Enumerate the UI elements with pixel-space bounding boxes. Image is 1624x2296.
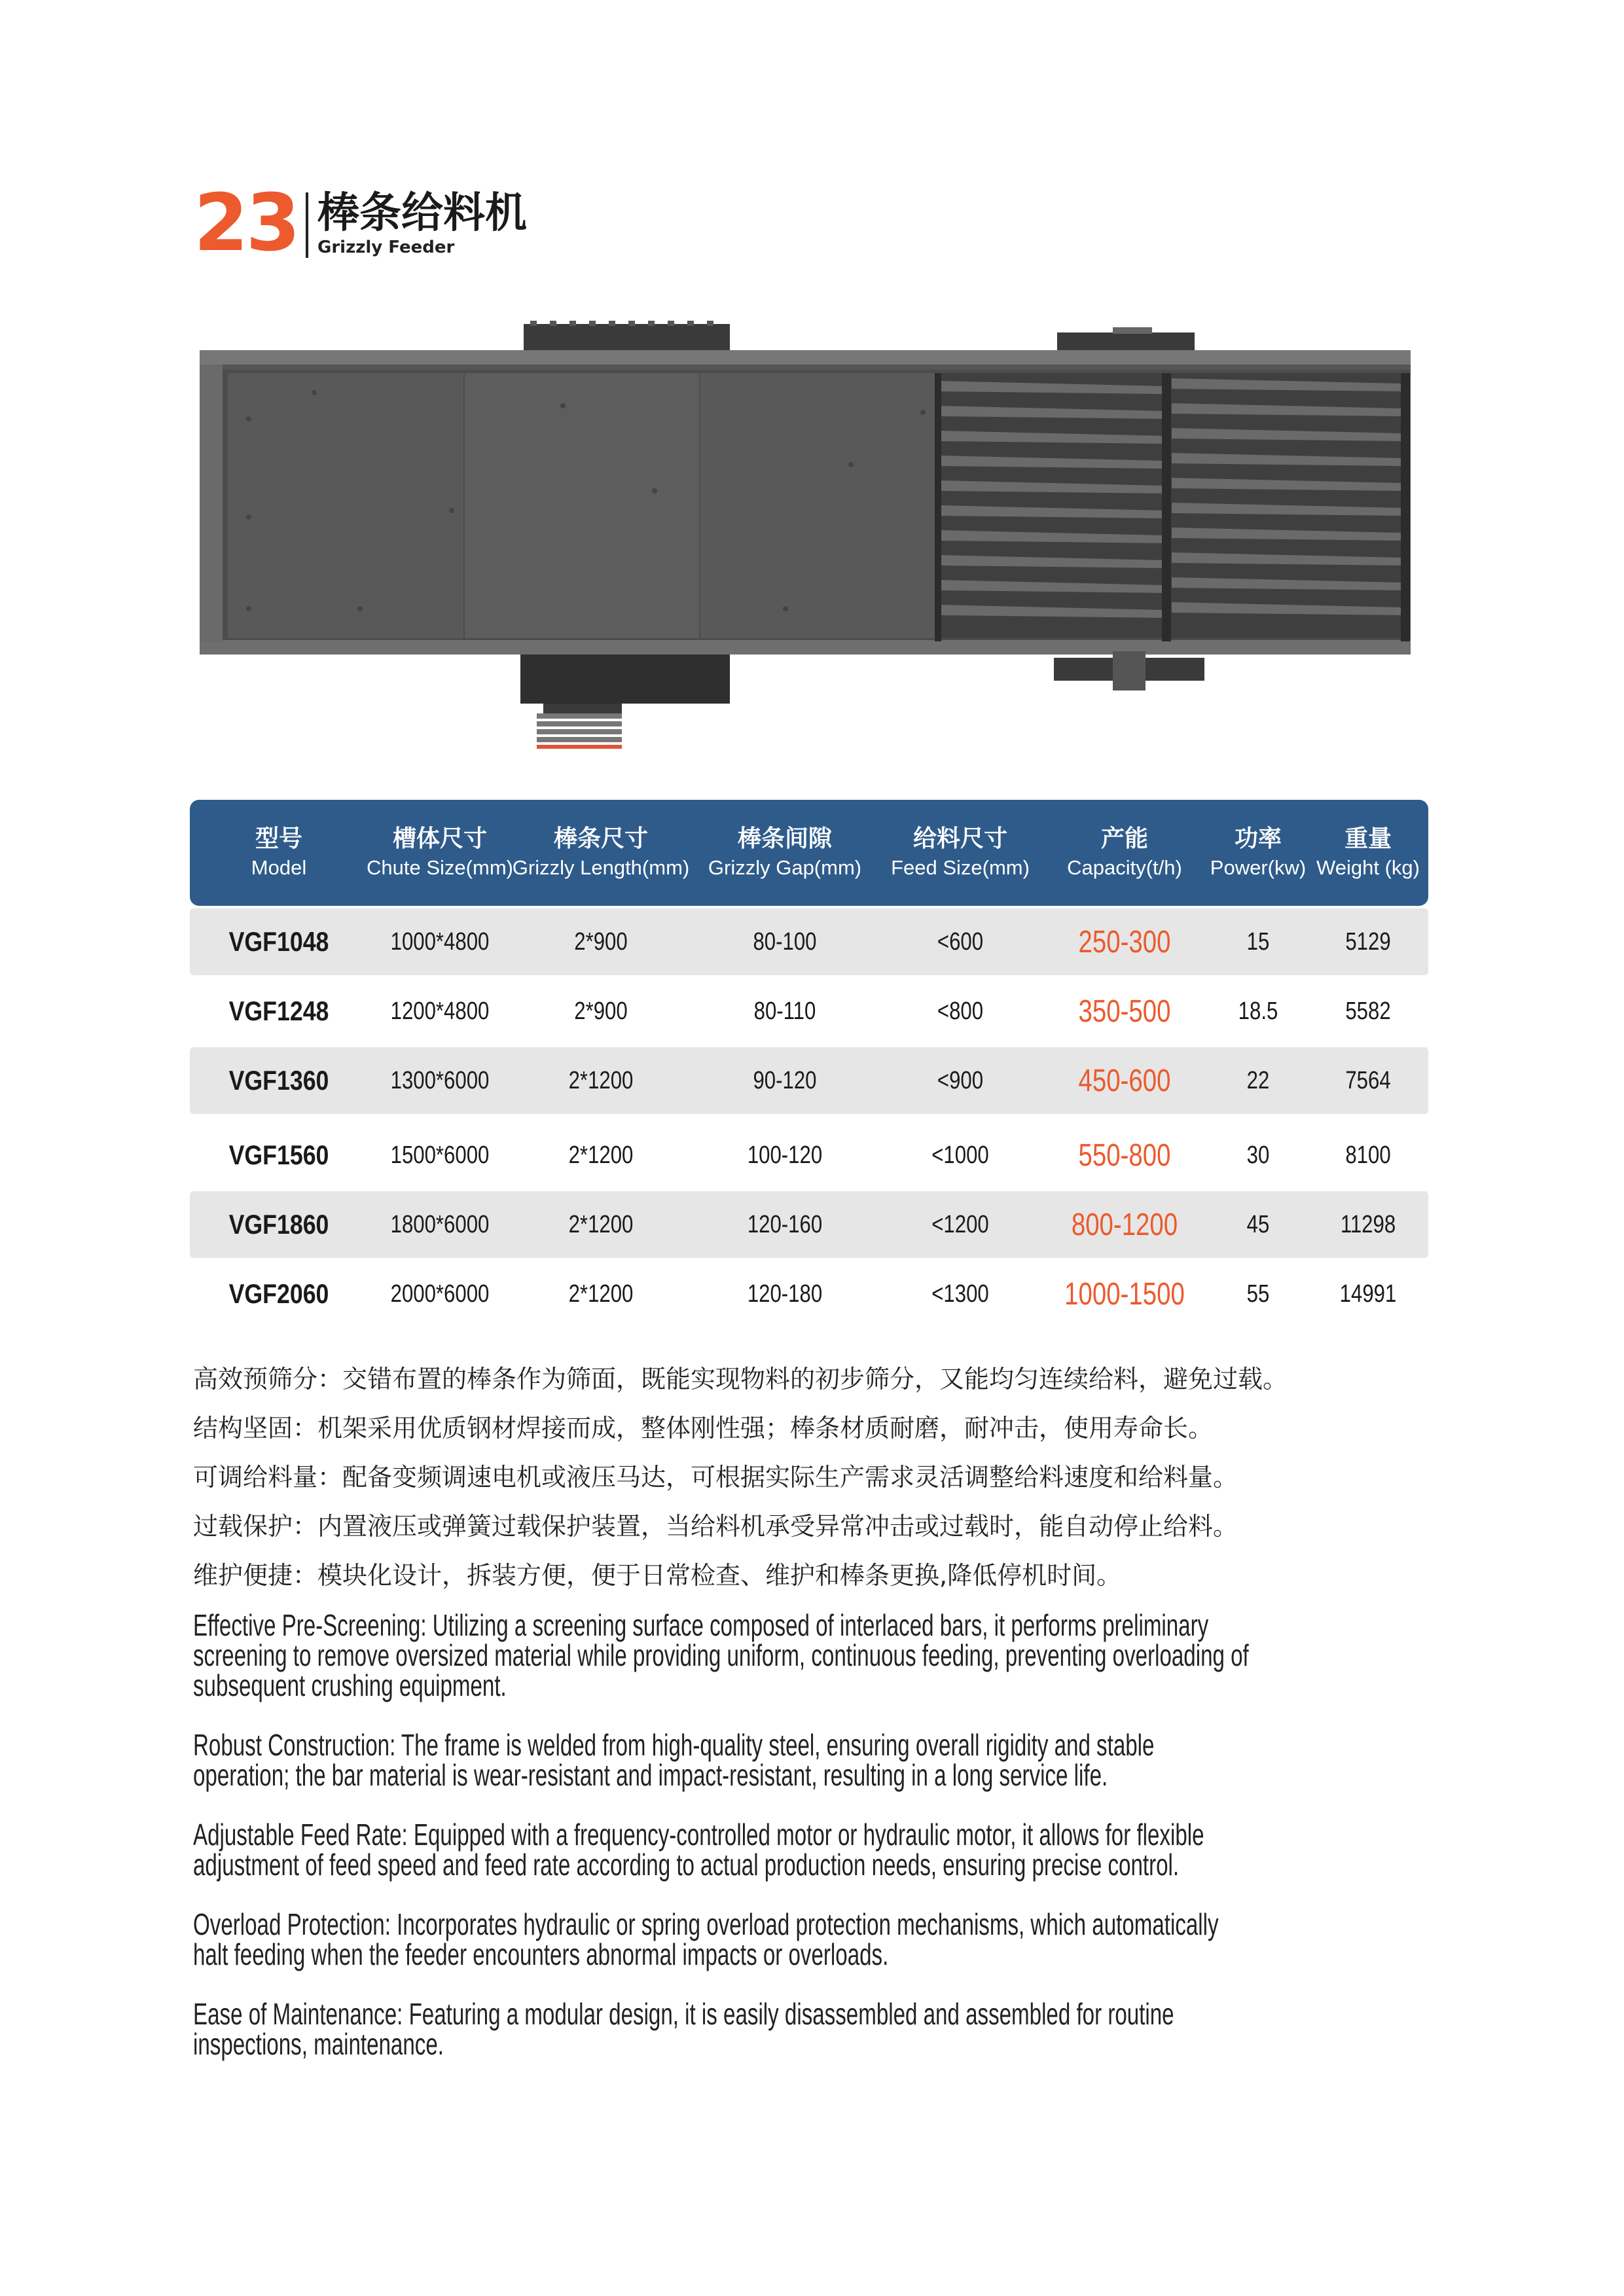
cell-feed: <900 (937, 1066, 984, 1094)
cell-capacity: 550-800 (1078, 1138, 1171, 1173)
header-divider (306, 192, 308, 258)
feature-en-line: subsequent crushing equipment. (193, 1668, 507, 1702)
feature-en-construction (193, 1730, 1437, 1790)
bottom-drive-block (520, 655, 730, 704)
cell-grizzly-length: 2*900 (574, 997, 628, 1025)
cell-model: VGF1048 (228, 926, 329, 957)
header-text (317, 190, 527, 258)
cell-chute: 1500*6000 (390, 1141, 490, 1169)
feature-cn-item: 高效预筛分：交错布置的棒条作为筛面，既能实现物料的初步筛分，又能均匀连续给料，避免过载。 (193, 1365, 1288, 1393)
cell-grizzly-length: 2*1200 (568, 1210, 634, 1238)
feature-en-line: adjustment of feed speed and feed rate according to actual production needs, ensuring precise control. (193, 1848, 1180, 1882)
cell-feed: <1000 (931, 1141, 989, 1169)
cell-weight: 5582 (1345, 997, 1391, 1025)
drive-coupling (537, 713, 622, 742)
feature-en-line: Effective Pre-Screening: Utilizing a screening surface composed of interlaced bars, it performs preliminary (193, 1608, 1209, 1642)
cell-weight: 8100 (1345, 1141, 1391, 1169)
feature-en-line: halt feeding when the feeder encounters abnormal impacts or overloads. (193, 1937, 889, 1971)
top-motor-block (524, 324, 730, 350)
cell-chute: 1800*6000 (390, 1210, 490, 1238)
cell-feed: <600 (937, 927, 984, 956)
cell-weight: 14991 (1339, 1280, 1397, 1308)
feature-en-line: inspections, maintenance. (193, 2027, 444, 2061)
cell-model: VGF2060 (228, 1278, 329, 1309)
feature-en-line: screening to remove oversized material while providing uniform, continuous feeding, preventing overloading of (193, 1638, 1249, 1672)
table-row (190, 908, 1428, 975)
table-row (190, 1261, 1428, 1327)
feature-en-feed-rate (193, 1820, 1437, 1880)
cell-power: 45 (1246, 1210, 1270, 1238)
grizzly-feeder-illustration (196, 321, 1414, 759)
cell-capacity: 250-300 (1078, 924, 1171, 960)
chute-panel-1 (228, 373, 463, 638)
cell-gap: 80-110 (753, 997, 816, 1025)
cell-weight: 11298 (1340, 1210, 1396, 1238)
table-header (190, 800, 1428, 906)
cell-power: 18.5 (1238, 997, 1278, 1025)
header-grizzly-length: 棒条尺寸 Grizzly Length(mm) (512, 825, 690, 879)
cell-gap: 120-180 (747, 1280, 823, 1308)
cell-chute: 1000*4800 (390, 927, 490, 956)
table-row (190, 978, 1428, 1045)
feature-en-line: Robust Construction: The frame is welded from high-quality steel, ensuring overall rigidity and stable (193, 1728, 1155, 1762)
product-title-en: Grizzly Feeder (317, 238, 455, 257)
cell-chute: 2000*6000 (390, 1280, 490, 1308)
cell-power: 55 (1246, 1280, 1270, 1308)
cell-power: 15 (1246, 927, 1270, 956)
chute-panel-2 (465, 373, 699, 638)
feature-en-line: operation; the bar material is wear-resistant and impact-resistant, resulting in a long service life. (193, 1758, 1108, 1792)
cell-gap: 100-120 (747, 1141, 823, 1169)
cell-capacity: 350-500 (1078, 994, 1171, 1029)
spec-table (190, 800, 1428, 1327)
cell-weight: 7564 (1345, 1066, 1391, 1094)
header-power: 功率 Power(kw) (1210, 825, 1307, 879)
feature-en-line: Overload Protection: Incorporates hydraulic or spring overload protection mechanisms, which automatically (193, 1907, 1219, 1941)
header-capacity: 产能 Capacity(t/h) (1067, 825, 1182, 879)
header-grizzly-gap: 棒条间隙 Grizzly Gap(mm) (708, 825, 862, 879)
feature-en-overload (193, 1909, 1437, 1969)
header-chute-size: 槽体尺寸 Chute Size(mm) (367, 825, 513, 879)
feature-en-pre-screening (193, 1610, 1437, 1700)
cell-grizzly-length: 2*900 (574, 927, 628, 956)
header-model: 型号 Model (251, 825, 307, 879)
cell-chute: 1200*4800 (390, 997, 490, 1025)
header-weight: 重量 Weight (kg) (1316, 825, 1420, 879)
cell-feed: <800 (937, 997, 984, 1025)
cell-model: VGF1860 (228, 1209, 329, 1240)
cell-gap: 80-100 (753, 927, 817, 956)
cell-weight: 5129 (1345, 927, 1391, 956)
feature-cn-item: 可调给料量：配备变频调速电机或液压马达，可根据实际生产需求灵活调整给料速度和给料量。 (193, 1463, 1238, 1492)
cell-power: 30 (1246, 1141, 1270, 1169)
features-cn (193, 1355, 1437, 1600)
header-feed-size: 给料尺寸 Feed Size(mm) (891, 825, 1030, 879)
feature-en-maintenance (193, 1999, 1437, 2059)
feature-en-line: Ease of Maintenance: Featuring a modular design, it is easily disassembled and assembled for routine (193, 1997, 1174, 2031)
cell-capacity: 450-600 (1078, 1063, 1171, 1098)
table-body (190, 908, 1428, 1327)
product-title-cn: 棒条给料机 (317, 189, 527, 238)
cell-capacity: 1000-1500 (1064, 1276, 1185, 1312)
table-row (190, 1122, 1428, 1189)
page-header (194, 178, 527, 269)
chute-panel-3 (700, 373, 935, 638)
cell-grizzly-length: 2*1200 (568, 1066, 634, 1094)
feature-cn-item: 过载保护：内置液压或弹簧过载保护装置，当给料机承受异常冲击或过载时，能自动停止给料。 (193, 1512, 1238, 1541)
table-row (190, 1191, 1428, 1258)
cell-grizzly-length: 2*1200 (568, 1280, 634, 1308)
cell-power: 22 (1246, 1066, 1270, 1094)
cell-model: VGF1248 (228, 996, 329, 1026)
cell-feed: <1300 (931, 1280, 989, 1308)
cell-capacity: 800-1200 (1071, 1207, 1178, 1242)
page-number: 23 (194, 178, 298, 269)
cell-grizzly-length: 2*1200 (568, 1141, 634, 1169)
cell-model: VGF1360 (228, 1065, 329, 1096)
feature-cn-item: 结构坚固：机架采用优质钢材焊接而成，整体刚性强；棒条材质耐磨，耐冲击，使用寿命长。 (193, 1414, 1214, 1443)
features-en (193, 1610, 1437, 2089)
feature-en-line: Adjustable Feed Rate: Equipped with a frequency-controlled motor or hydraulic motor, it allows for flexible (193, 1818, 1204, 1852)
cell-feed: <1200 (931, 1210, 989, 1238)
table-row (190, 1047, 1428, 1114)
cell-gap: 90-120 (753, 1066, 817, 1094)
feature-cn-item: 维护便捷：模块化设计，拆装方便，便于日常检查、维护和棒条更换,降低停机时间。 (193, 1561, 1122, 1590)
cell-gap: 120-160 (747, 1210, 823, 1238)
cell-model: VGF1560 (228, 1139, 329, 1170)
cell-chute: 1300*6000 (390, 1066, 490, 1094)
